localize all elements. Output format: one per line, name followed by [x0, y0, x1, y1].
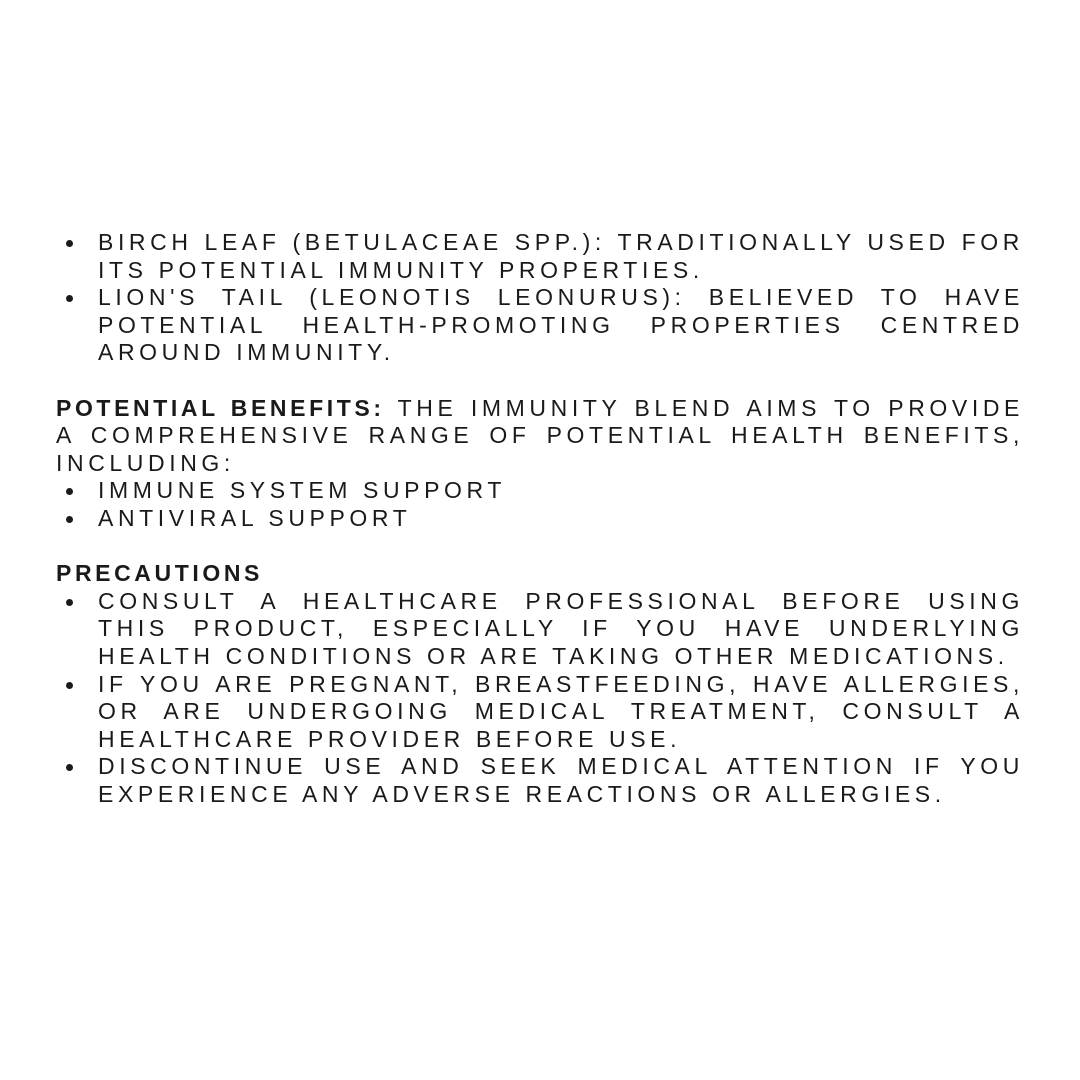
bullet-icon [66, 295, 73, 302]
ingredients-list [56, 229, 1024, 367]
section-spacer [56, 367, 1024, 395]
benefits-list [56, 477, 1024, 532]
bullet-icon [66, 599, 73, 606]
document-body [56, 229, 1024, 808]
precaution-text: IF YOU ARE PREGNANT, BREASTFEEDING, HAVE ALLERGIES, OR ARE UNDERGOING MEDICAL TREATMENT, CONSULT A HEALTHCARE PROVIDER BEFORE USE. [98, 670, 1024, 752]
precaution-text: CONSULT A HEALTHCARE PROFESSIONAL BEFORE USING THIS PRODUCT, ESPECIALLY IF YOU HAVE UNDERLYING HEALTH CONDITIONS OR ARE TAKING OTHER MEDICATIONS. [98, 587, 1024, 669]
benefits-heading: POTENTIAL BENEFITS: [56, 394, 385, 421]
section-spacer [56, 533, 1024, 561]
bullet-icon [66, 764, 73, 771]
benefit-text: ANTIVIRAL SUPPORT [98, 504, 412, 531]
bullet-icon [66, 682, 73, 689]
list-item [56, 505, 1024, 533]
benefit-text: IMMUNE SYSTEM SUPPORT [98, 477, 506, 504]
precaution-text: DISCONTINUE USE AND SEEK MEDICAL ATTENTION IF YOU EXPERIENCE ANY ADVERSE REACTIONS OR ALLERGIES. [98, 753, 1024, 807]
precautions-heading: PRECAUTIONS [56, 560, 264, 587]
benefits-paragraph [56, 395, 1024, 478]
ingredient-text: LION'S TAIL (LEONOTIS LEONURUS): BELIEVED TO HAVE POTENTIAL HEALTH-PROMOTING PROPERTIES CENTRED AROUND IMMUNITY. [98, 284, 1024, 366]
list-item [56, 753, 1024, 808]
ingredient-text: BIRCH LEAF (BETULACEAE SPP.): TRADITIONALLY USED FOR ITS POTENTIAL IMMUNITY PROPERTIES. [98, 229, 1024, 283]
list-item [56, 588, 1024, 671]
precautions-section [56, 560, 1024, 808]
bullet-icon [66, 488, 73, 495]
benefits-intro: THE IMMUNITY BLEND AIMS TO PROVIDE A COMPREHENSIVE RANGE OF POTENTIAL HEALTH BENEFITS, INCLUDING: [56, 394, 1024, 476]
bullet-icon [66, 516, 73, 523]
list-item [56, 229, 1024, 284]
benefits-section [56, 395, 1024, 533]
precautions-list [56, 588, 1024, 809]
list-item [56, 477, 1024, 505]
list-item [56, 671, 1024, 754]
bullet-icon [66, 240, 73, 247]
list-item [56, 284, 1024, 367]
